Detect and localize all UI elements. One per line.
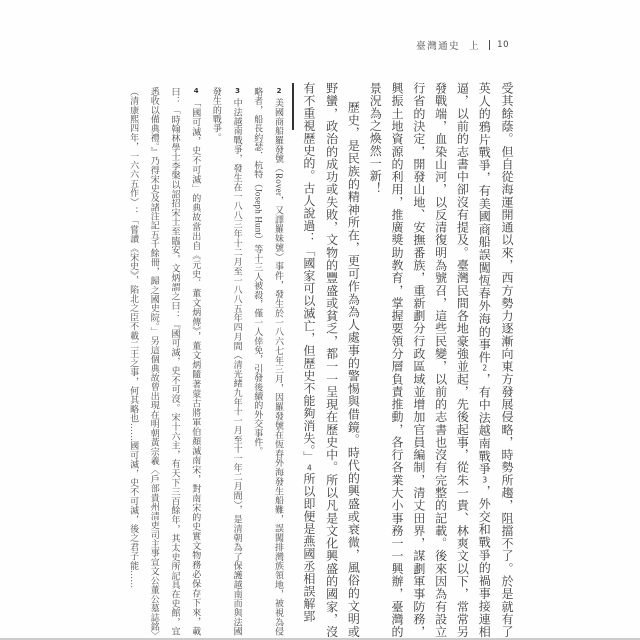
text-run: 所以即便是燕國丞相誤解郢 xyxy=(301,472,316,623)
footnote xyxy=(123,87,206,636)
footnote-number: 4 xyxy=(192,87,201,95)
running-head xyxy=(416,38,509,52)
book-title: 臺灣通史 xyxy=(416,42,461,52)
footnote-ref: 3 xyxy=(480,475,490,485)
main-text-block xyxy=(295,82,517,638)
footnote-ref: 2 xyxy=(480,363,490,373)
footnote xyxy=(206,87,247,636)
text-run: ，外交和戰爭的禍事接連相逼，以前的志書中卻沒有提及。臺灣民間各地豪強並起，先後起事，從朱一貴、林爽文以下，常常另發戰端，血染山河，以反清復明為號召，這些民變，以前的志書也沒有完整的記載。後來因為有設立行省的決定，開發山地、安撫番族，重新劃分行政區域並增加官員編制，清丈田界，謀劃軍事防務，興振土地資源的利用，推廣獎助教育，掌握要領分層負責推動，各行各業大小事務一一興辦，臺灣的景況為之煥然一新！ xyxy=(368,82,492,639)
text-run: 受其餘蔭。但自從海運開通以來，西方勢力逐漸向東方發展侵略，時勢所趨，阻擋不了。於是就有了英人的鴉片戰爭，有美國商船誤闖恆春外海的事件 xyxy=(477,82,514,638)
paragraph xyxy=(297,82,363,638)
footnote-text: 中法越南戰爭，發生在一八八三年十二月至一八八五年四月間（清光緒九年十一月至十一年二月間），是清朝為了保護越南而與法國發生的戰爭。 xyxy=(211,87,243,636)
footnote-number: 2 xyxy=(275,87,283,95)
text-run: ，有中法越南戰爭 xyxy=(477,372,492,476)
footnote xyxy=(248,87,289,636)
footnote-number: 3 xyxy=(233,87,242,95)
footnote-text: 「國可滅，史不可滅」的典故當出自《元史．董文炳傳》，董文炳隨著蒙古將軍伯顏滅南宋，對南宋的史實文物務必保存下來，載曰：「時翰林學士李槃以詔招宋士至臨安，文炳謂之曰：『國可滅，史不可沒。宋十六主，有天下三百餘年，其太史所記具在史館，宜悉收以備典禮。』乃得宋史及諸注記五千餘冊，歸之國史院。」另這個典故曾出現在明朝黃宗羲〈戶部貴州清吏司主事宣文公董公墓誌銘〉（清康熙四年，一六六五作）：「嘗讀《宋史》，陷北之臣不載二王之事，何其略也……國可滅，史不可滅，後之君子能…… xyxy=(129,87,202,636)
paragraph xyxy=(363,82,517,638)
footnotes-block xyxy=(79,87,289,636)
volume-label: 上 xyxy=(469,42,481,52)
page-number: 10 xyxy=(497,40,509,50)
header-divider xyxy=(489,40,490,50)
footnote-ref: 4 xyxy=(304,463,314,473)
footnote-separator xyxy=(292,83,294,130)
footnote-text: 美國商船羅發號（Rover，又譯羅妹號）事件，發生於一八六七年三月，因羅發號在恆春外海發生船難，誤闖排灣族領地，被視為侵略者，船長約瑟．杭特（Joseph Hunt）等十三人被殺，僅一人倖免，引發後續的外交事件。 xyxy=(253,87,284,636)
text-run: 歷史，是民族的精神所在，更可作為為人處事的警惕與借鏡。時代的興盛或衰微，風俗的文明或野蠻，政治的成功或失敗，文物的豐盛或貧乏，都一一呈現在歷史中。所以凡是文化興盛的國家，沒有不重視歷史的。古人說過：「國家可以滅亡，但歷史不能夠消失。」 xyxy=(301,82,361,638)
